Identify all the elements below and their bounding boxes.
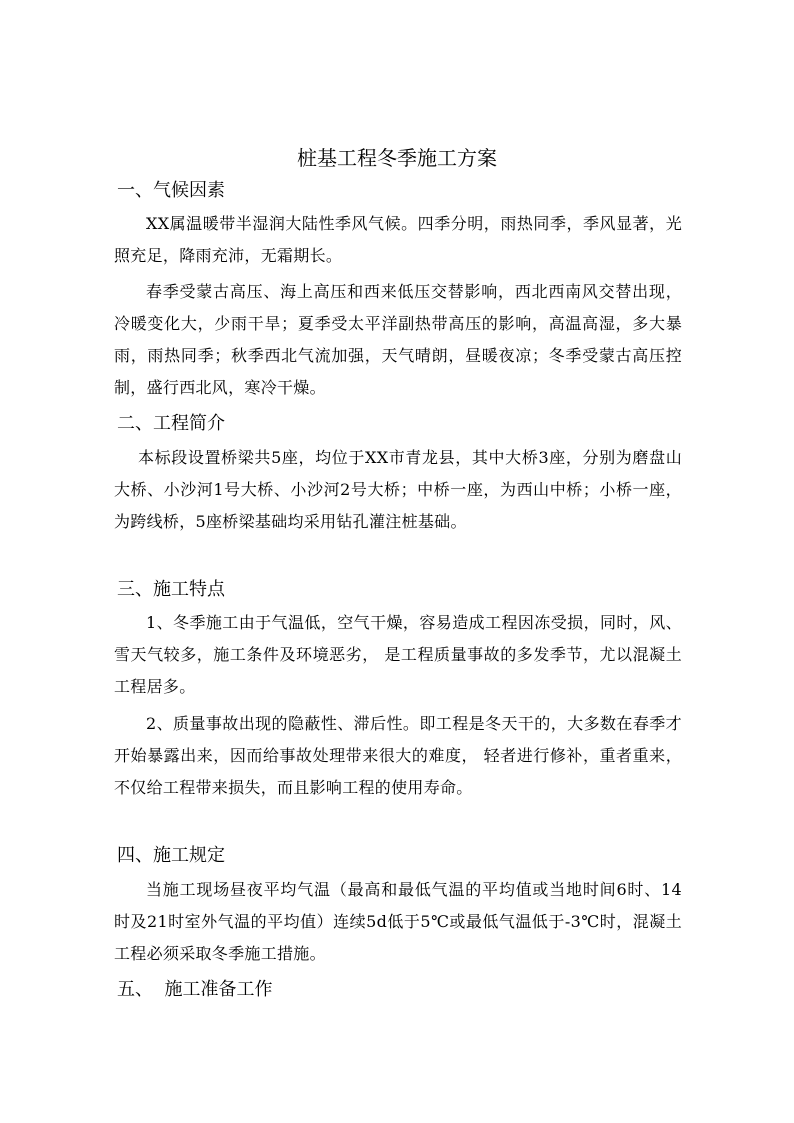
paragraph-feature-1: 1、冬季施工由于气温低，空气干燥，容易造成工程因冻受损，同时，风、雪天气较多，施工条件及环境恶劣， 是工程质量事故的多发季节，尤以混凝土工程居多。	[114, 613, 682, 696]
document-title: 桩基工程冬季施工方案	[297, 146, 497, 170]
section-heading-project-intro: 二、工程简介	[117, 413, 225, 434]
section-heading-preparation: 五、 施工准备工作	[117, 979, 273, 1000]
paragraph-project-intro: 本标段设置桥梁共5座，均位于XX市青龙县，其中大桥3座，分别为磨盘山大桥、小沙河1号大桥、小沙河2号大桥；中桥一座，为西山中桥；小桥一座，为跨线桥，5座桥梁基础均采用钻孔灌注桩基础。	[114, 448, 682, 531]
section-heading-climate: 一、气候因素	[117, 180, 225, 201]
paragraph-climate-overview: XX属温暖带半湿润大陆性季风气候。四季分明，雨热同季，季风显著，光照充足，降雨充沛，无霜期长。	[114, 214, 682, 265]
paragraph-feature-2: 2、质量事故出现的隐蔽性、滞后性。即工程是冬天干的，大多数在春季才开始暴露出来，因而给事故处理带来很大的难度， 轻者进行修补，重者重来，不仅给工程带来损失，而且影响工程的使用寿命。	[114, 714, 682, 797]
section-heading-construction-rules: 四、施工规定	[117, 845, 225, 866]
paragraph-construction-rules: 当施工现场昼夜平均气温（最高和最低气温的平均值或当地时间6时、14时及21时室外气温的平均值）连续5d低于5℃或最低气温低于-3℃时，混凝土工程必须采取冬季施工措施。	[114, 880, 682, 963]
section-heading-construction-features: 三、施工特点	[117, 579, 225, 600]
paragraph-climate-seasons: 春季受蒙古高压、海上高压和西来低压交替影响，西北西南风交替出现，冷暖变化大，少雨干旱；夏季受太平洋副热带高压的影响，高温高湿，多大暴雨，雨热同季；秋季西北气流加强，天气晴朗，昼暖夜凉；冬季受蒙古高压控制，盛行西北风，寒冷干燥。	[114, 282, 682, 397]
